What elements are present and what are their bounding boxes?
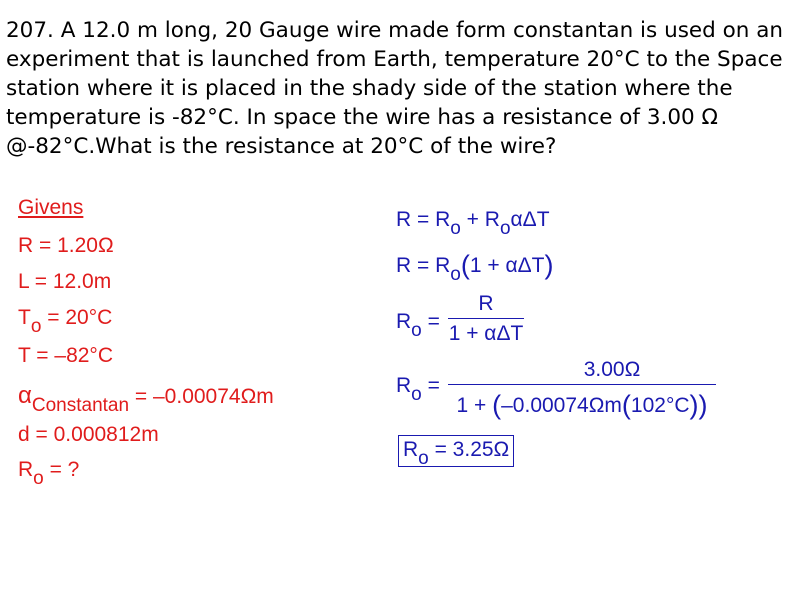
- eq-subscript: o: [499, 218, 511, 239]
- given-symbol: d: [18, 423, 30, 446]
- result-box: [398, 435, 514, 467]
- eq-text: + R: [460, 208, 500, 231]
- eq-subscript: o: [411, 384, 422, 405]
- problem-statement: [6, 16, 796, 161]
- eq-text: 1 +: [456, 394, 493, 417]
- equation-2: [396, 248, 554, 285]
- equation-1: [396, 208, 550, 239]
- given-length: [18, 270, 111, 294]
- eq-text: –0.00074Ωm: [501, 394, 622, 417]
- given-symbol: α: [18, 382, 32, 409]
- given-symbol: T: [18, 344, 31, 367]
- given-value: = 12.0m: [28, 270, 112, 293]
- eq-paren: (: [621, 390, 631, 420]
- given-initial-temperature: [18, 306, 113, 337]
- given-subscript: o: [30, 316, 42, 337]
- eq-text: R = R: [396, 208, 451, 231]
- given-value: = 0.000812m: [29, 423, 159, 446]
- given-symbol: T: [18, 306, 31, 329]
- given-diameter: [18, 423, 159, 447]
- given-resistance: [18, 234, 114, 258]
- fraction-numerator: R: [478, 292, 494, 315]
- given-subscript: o: [33, 468, 44, 489]
- eq-subscript: o: [418, 448, 429, 469]
- problem-text: A 12.0 m long, 20 Gauge wire made form constantan is used on an experiment that is launched from Earth, temperature 20°C to the Space station where it is placed in the shady side of the station where the temperature is -82°C. In space the wire has a resistance of 3.00 Ω @-82°C.What is the resistance at 20°C of the wire?: [6, 18, 784, 159]
- fraction-denominator: 1 + αΔT: [448, 322, 524, 345]
- equation-4-fraction: [448, 358, 716, 419]
- eq-text: =: [421, 374, 440, 397]
- given-subscript: Constantan: [31, 395, 130, 416]
- given-symbol: R: [18, 234, 34, 257]
- given-value: = 20°C: [41, 306, 113, 329]
- eq-subscript: o: [411, 320, 422, 341]
- problem-number: 207.: [6, 18, 54, 43]
- equation-3-fraction: [448, 292, 524, 346]
- given-symbol: R: [18, 458, 34, 481]
- eq-paren: ): [544, 250, 554, 280]
- fraction-bar: [448, 384, 716, 385]
- eq-text: 1 + αΔT: [469, 254, 545, 277]
- givens-title: Givens: [18, 196, 84, 219]
- fraction-numerator: 3.00Ω: [583, 358, 641, 381]
- eq-text: R: [396, 310, 412, 333]
- given-final-temperature: [18, 344, 113, 368]
- eq-text: 102°C: [630, 394, 690, 417]
- eq-text: R: [396, 374, 412, 397]
- eq-subscript: o: [450, 218, 461, 239]
- given-value: = –0.00074Ωm: [129, 385, 274, 408]
- given-value: = ?: [43, 458, 80, 481]
- eq-text: αΔT: [510, 208, 550, 231]
- fraction-bar: [448, 318, 524, 319]
- given-unknown: [18, 458, 80, 489]
- given-alpha: [18, 382, 274, 416]
- eq-text: = 3.25Ω: [428, 438, 510, 461]
- given-value: = 1.20Ω: [33, 234, 114, 257]
- eq-paren: )): [689, 390, 708, 420]
- eq-text: R = R: [396, 254, 451, 277]
- fraction-denominator: [448, 388, 716, 419]
- eq-text: =: [421, 310, 440, 333]
- given-symbol: L: [18, 270, 29, 293]
- eq-paren: (: [460, 250, 470, 280]
- equation-4-lhs: [396, 374, 440, 405]
- eq-paren: (: [492, 390, 502, 420]
- eq-subscript: o: [450, 264, 461, 285]
- eq-text: R: [403, 438, 419, 461]
- given-value: = –82°C: [30, 344, 113, 367]
- equation-3-lhs: [396, 310, 440, 341]
